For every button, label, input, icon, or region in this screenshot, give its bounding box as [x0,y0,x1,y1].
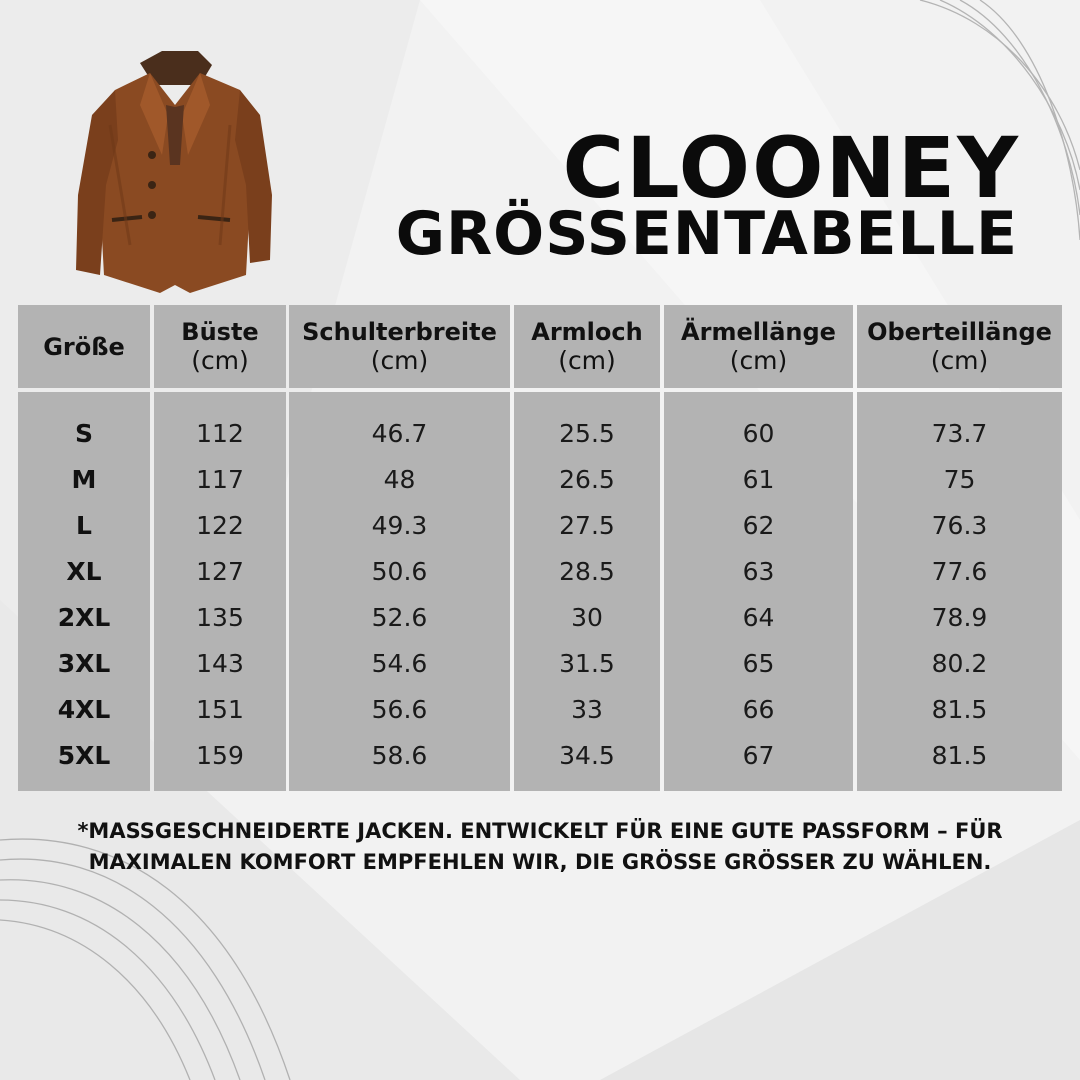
value-cell: 49.3 [371,511,428,540]
footnote-line-1: *MASSGESCHNEIDERTE JACKEN. ENTWICKELT FÜR EINE GUTE PASSFORM – FÜR [77,819,1003,843]
value-cell: 61 [742,465,775,494]
value-cell: 26.5 [559,465,615,494]
size-cell: M [71,465,97,494]
value-cell: 33 [571,695,603,724]
header-cell-armhole [514,305,660,388]
value-cell: 127 [196,557,244,586]
header-label: Ärmellänge [681,318,836,346]
header-cell-bust [154,305,286,388]
header-unit: (cm) [370,346,429,375]
header-label: Armloch [531,318,643,346]
value-cell: 25.5 [559,419,615,448]
value-cell: 151 [196,695,244,724]
value-cell: 77.6 [931,557,988,586]
footnote [20,816,1060,878]
header-cell-shoulder [289,305,510,388]
value-cell: 62 [742,511,775,540]
value-cell: 30 [571,603,603,632]
size-cell: S [74,419,93,448]
value-cell: 48 [383,465,416,494]
size-cell: L [76,511,92,540]
value-cell: 67 [742,741,775,770]
value-cell: 81.5 [931,695,988,724]
header-label: Größe [43,332,125,361]
value-cell: 122 [196,511,244,540]
value-cell: 60 [742,419,775,448]
value-cell: 143 [196,649,244,678]
jacket-image [70,45,280,305]
value-cell: 58.6 [371,741,428,770]
value-cell: 28.5 [559,557,615,586]
value-cell: 78.9 [931,603,988,632]
header-label: Oberteillänge [867,318,1052,346]
value-cell: 159 [196,741,244,770]
value-cell: 135 [196,603,244,632]
header-unit: (cm) [191,346,249,375]
header-cell-length [857,305,1062,388]
footnote-line-2: MAXIMALEN KOMFORT EMPFEHLEN WIR, DIE GRÖSSE GRÖSSER ZU WÄHLEN. [88,850,992,874]
brand-title: CLOONEY [562,119,1020,217]
value-cell: 46.7 [371,419,428,448]
value-cell: 31.5 [559,649,615,678]
value-cell: 80.2 [931,649,988,678]
value-cell: 117 [196,465,244,494]
size-cell: XL [66,557,102,586]
size-cell: 4XL [57,695,111,724]
header-unit: (cm) [930,346,989,375]
header-cell-size [18,305,150,388]
value-cell: 27.5 [559,511,615,540]
value-cell: 34.5 [559,741,615,770]
header-label: Schulterbreite [302,318,497,346]
size-cell: 2XL [57,603,111,632]
size-cell: 5XL [57,741,111,770]
value-cell: 81.5 [931,741,988,770]
header-label: Büste [181,318,259,346]
size-cell: 3XL [57,649,111,678]
value-cell: 112 [196,419,244,448]
value-cell: 76.3 [931,511,988,540]
header-unit: (cm) [729,346,788,375]
value-cell: 66 [742,695,775,724]
value-cell: 73.7 [931,419,988,448]
value-cell: 56.6 [371,695,428,724]
value-cell: 63 [742,557,775,586]
value-cell: 75 [943,465,976,494]
value-cell: 64 [742,603,775,632]
value-cell: 54.6 [371,649,428,678]
size-table [18,305,1062,791]
value-cell: 50.6 [371,557,428,586]
value-cell: 65 [742,649,775,678]
header-cell-sleeve [664,305,853,388]
value-cell: 52.6 [371,603,428,632]
header-unit: (cm) [558,346,616,375]
page-title: GRÖSSENTABELLE [395,199,1018,269]
